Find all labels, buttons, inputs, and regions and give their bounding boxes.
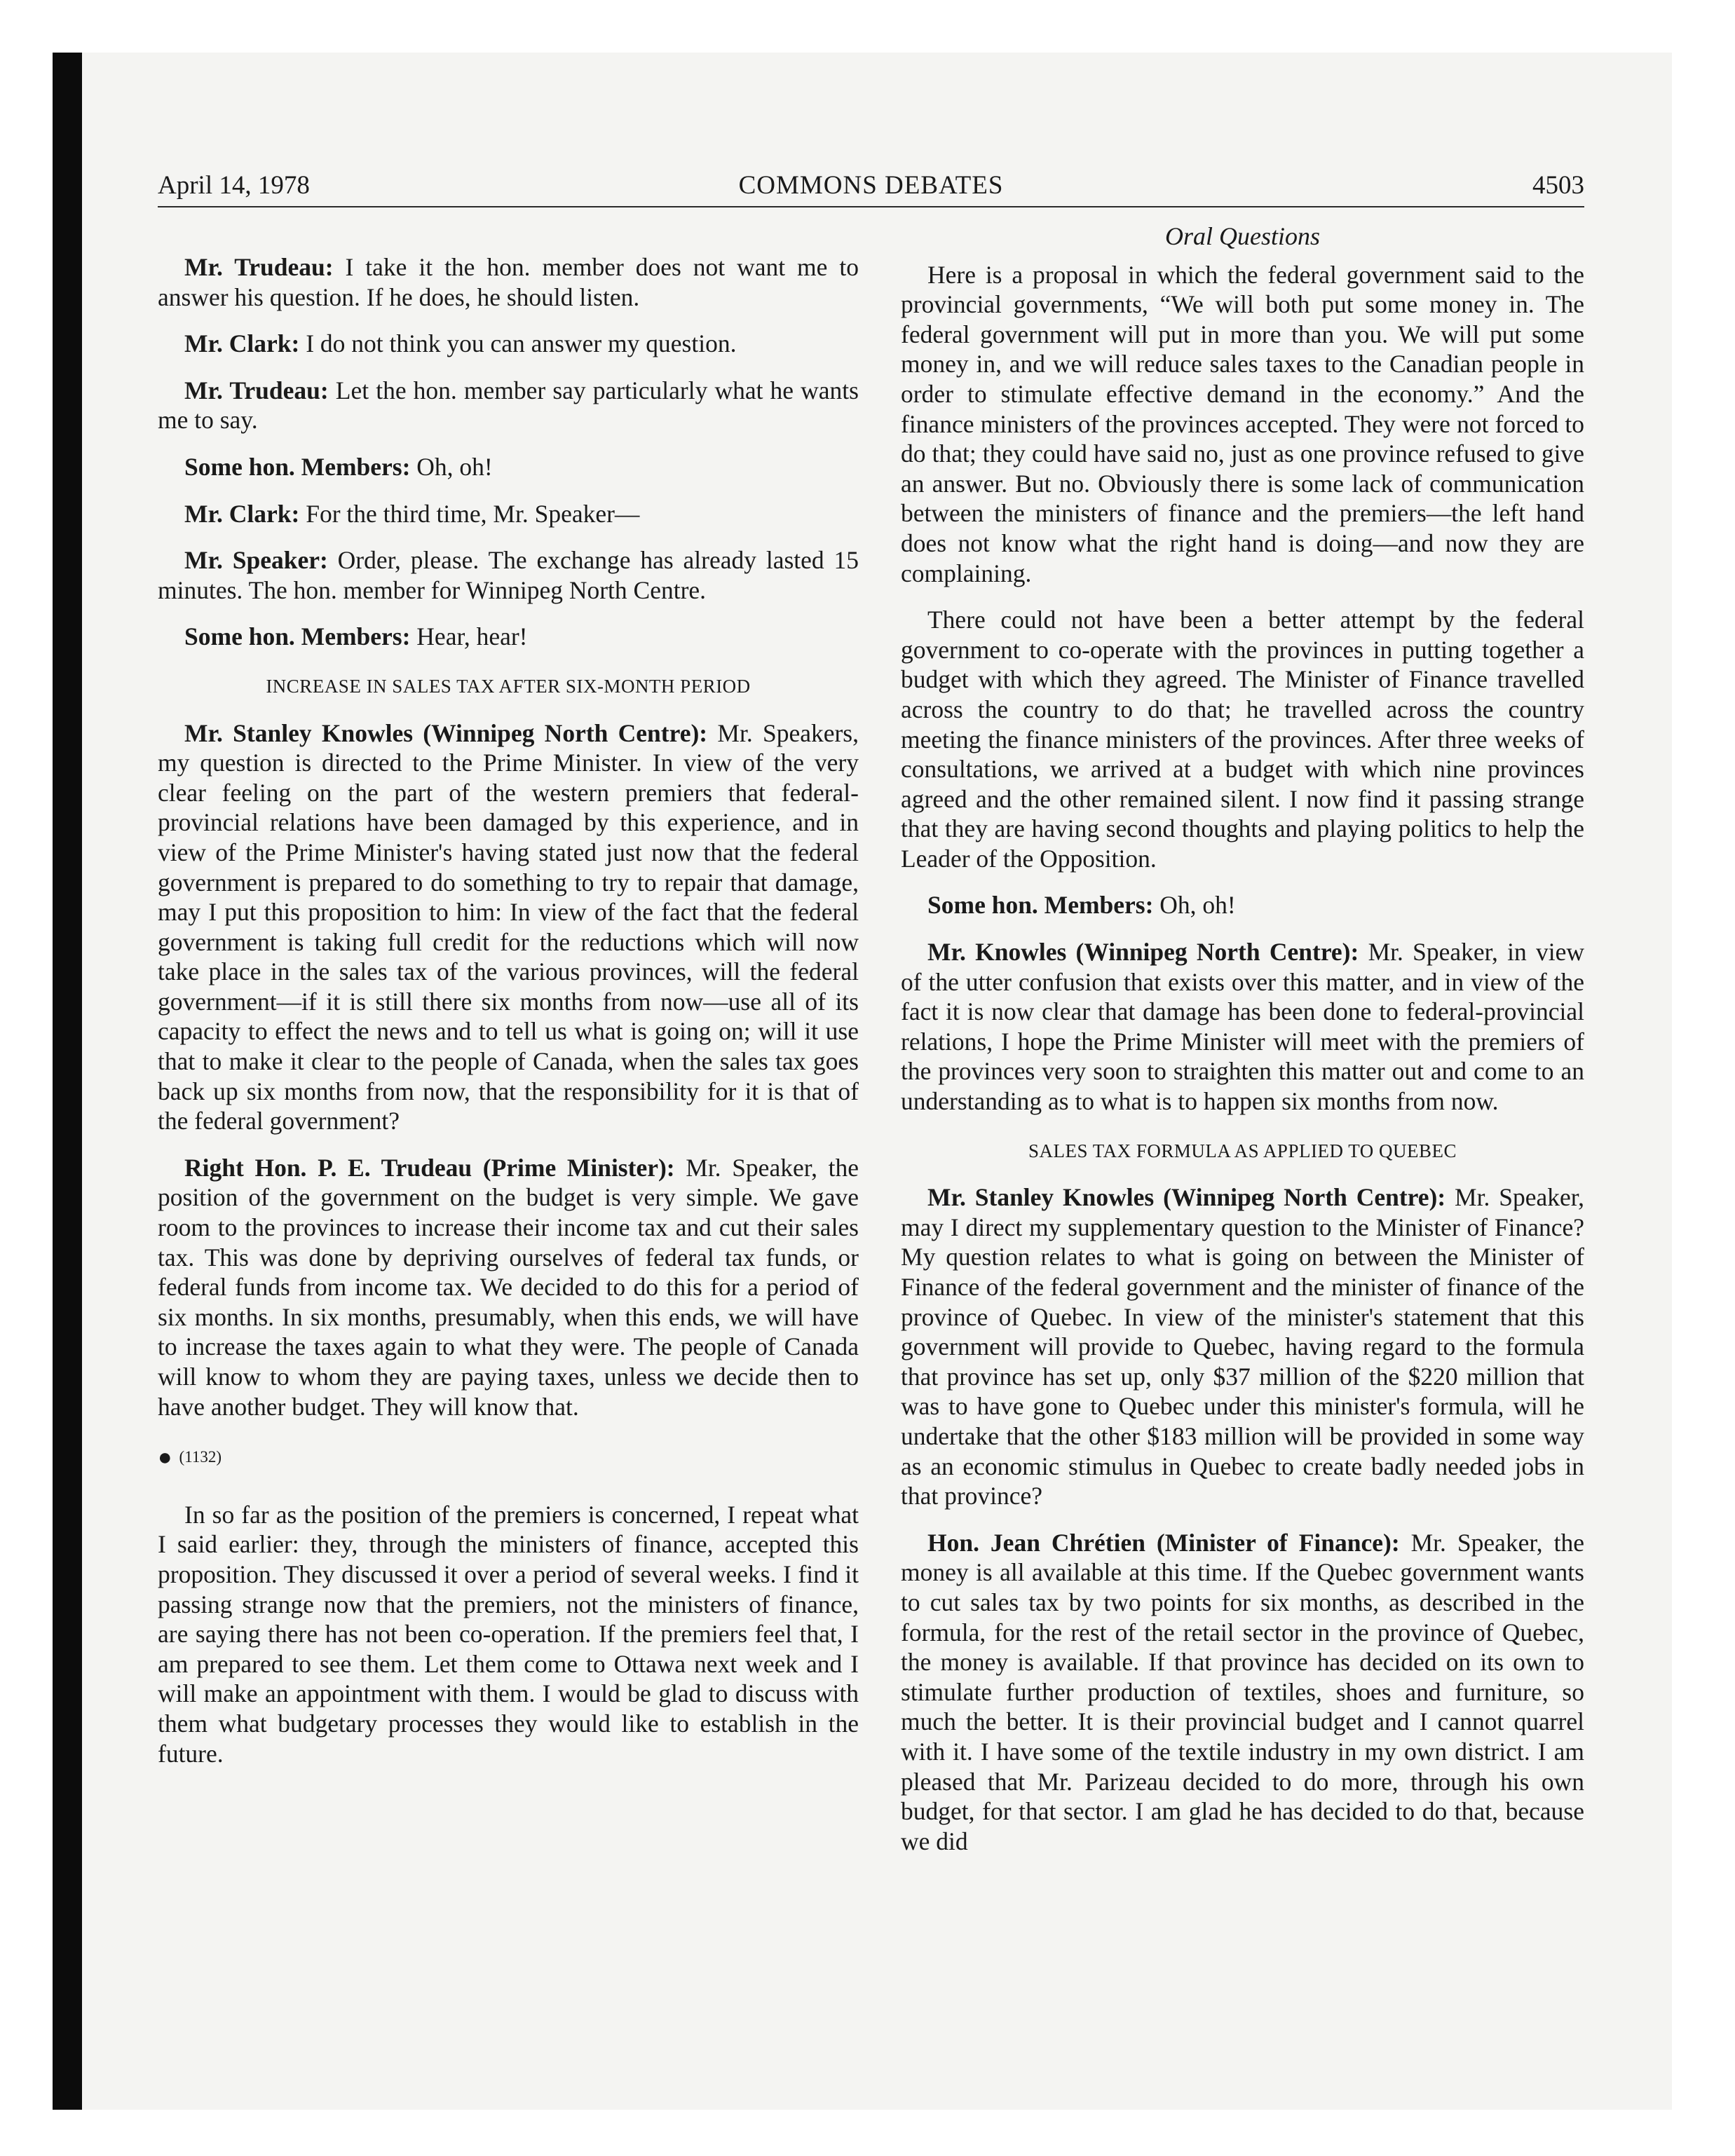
speech-paragraph [158, 329, 859, 359]
speech-text: There could not have been a better attempt by the federal government to co-operate with the provinces in putting together a budget with which they agreed. The Minister of Finance travelled across the country to do that; he travelled across the country meeting the finance ministers of the provinces. After three weeks of consultations, we arrived at a budget with which nine provinces agreed and the other remained silent. I now find it passing strange that they are having second thoughts and playing politics to help the Leader of the Opposition. [901, 606, 1584, 873]
page-header [158, 164, 1584, 207]
speaker-name: Some hon. Members: [184, 622, 411, 651]
speaker-name: Some hon. Members: [184, 452, 411, 481]
speech-paragraph [158, 1500, 859, 1768]
speech-text: Hear, hear! [410, 622, 528, 651]
speech-text: Mr. Speaker, the position of the government on the budget is very simple. We gave room to the provinces to increase their income tax and cut their sales tax. This was done by depriving ourselves of federal tax funds, or federal funds from income tax. We decided to do this for a period of six months. In six months, presumably, when this ends, we will have to increase the taxes again to what they were. The people of Canada will know to whom they are paying taxes, unless we decide then to have another budget. They will know that. [158, 1153, 859, 1421]
speech-text: Mr. Speaker, in view of the utter confusion that exists over this matter, and in view of the fact it is now clear that damage has been done to federal-provincial relations, I hope the Prime Minister will meet with the premiers of the provinces very soon to straighten this matter out and come to an understanding as to what is to happen six months from now. [901, 938, 1585, 1116]
speaker-name: Mr. Clark: [184, 499, 300, 528]
speech-paragraph [901, 605, 1584, 873]
time-marker [158, 1442, 859, 1473]
speech-text: Mr. Speaker, may I direct my supplementary question to the Minister of Finance? My question relates to what is going on between the Minister of Finance of the federal government and the minister of finance of the province of Quebec. In view of the minister's statement that this government will provide to Quebec, having regard to the formula that province has set up, only $37 million of the $220 million that was to have gone to Quebec under this minister's formula, will he undertake that the other $183 million will be provided in some way as an economic stimulus in Quebec to create badly needed jobs in that province? [901, 1183, 1585, 1510]
speaker-name: Mr. Stanley Knowles (Winnipeg North Centre): [927, 1183, 1446, 1212]
speech-text: In so far as the position of the premiers is concerned, I repeat what I said earlier: they, through the ministers of finance, accepted this proposition. They discussed it over a period of several weeks. I find it passing strange now that the premiers, not the ministers of finance, are saying there has not been co-operation. If the premiers feel that, I am prepared to see them. Let them come to Ottawa next week and I will make an appointment with them. I would be glad to discuss with them what budgetary processes they would like to establish in the future. [158, 1500, 859, 1768]
speech-text: Mr. Speaker, the money is all available at this time. If the Quebec government wants to cut sales tax by two points for six months, as described in the formula, for the rest of the retail sector in the province of Quebec, the money is available. If that province has decided on its own to stimulate further production of textiles, shoes and furniture, so much the better. It is their provincial budget and I cannot quarrel with it. I have some of the textile industry in my own district. I am pleased that Mr. Parizeau decided to do more, through his own budget, for that sector. I am glad he has decided to do that, because we did [901, 1528, 1584, 1855]
speaker-name: Mr. Knowles (Winnipeg North Centre): [927, 938, 1359, 967]
speech-paragraph [901, 260, 1584, 589]
speaker-name: Mr. Stanley Knowles (Winnipeg North Centre): [184, 718, 708, 747]
speech-paragraph [158, 622, 859, 652]
right-column [901, 222, 1585, 1873]
speaker-name: Hon. Jean Chrétien (Minister of Finance): [927, 1528, 1400, 1557]
header-date: April 14, 1978 [158, 171, 310, 200]
section-heading: SALES TAX FORMULA AS APPLIED TO QUEBEC [1028, 1140, 1457, 1161]
speech-paragraph [901, 890, 1584, 920]
speech-text: I do not think you can answer my question. [299, 329, 737, 358]
speaker-name: Mr. Speaker: [184, 546, 328, 575]
bullet-icon: ● [158, 1445, 172, 1471]
speech-paragraph [901, 1528, 1584, 1857]
speech-paragraph [158, 1153, 859, 1421]
speaker-name: Some hon. Members: [927, 891, 1154, 920]
left-column [158, 252, 859, 1785]
speaker-name: Mr. Trudeau: [184, 376, 329, 404]
speech-text: Order, please. The exchange has already lasted 15 minutes. The hon. member for Winnipeg North Centre. [158, 546, 859, 604]
header-title: COMMONS DEBATES [738, 171, 1004, 200]
speech-paragraph [901, 937, 1584, 1117]
speech-text: For the third time, Mr. Speaker— [299, 499, 640, 528]
speech-paragraph [158, 452, 859, 482]
speech-text: Here is a proposal in which the federal government said to the provincial governments, “We will both put some money in. The federal government will put in more than you. We will put some money in, and we will reduce sales taxes to the Canadian people in order to stimulate effective demand in the economy.” And the finance ministers of the provinces accepted. They were not forced to do that; they could have said no, just as one province refused to give an answer. But no. Obviously there is some lack of communication between the ministers of finance and the premiers—the left hand does not know what the right hand is doing—and now they are complaining. [901, 260, 1584, 587]
speaker-name: Mr. Clark: [184, 329, 300, 358]
speaker-name: Right Hon. P. E. Trudeau (Prime Minister): [184, 1153, 675, 1182]
page-number: 4503 [1532, 171, 1584, 200]
binding-edge [53, 53, 82, 2110]
speech-paragraph [158, 499, 859, 529]
speech-text: I take it the hon. member does not want me to answer his question. If he does, he should listen. [158, 253, 859, 311]
speech-paragraph [901, 1182, 1584, 1511]
speech-text: Let the hon. member say particularly what he wants me to say. [158, 376, 859, 435]
section-title: Oral Questions [1164, 222, 1320, 250]
section-heading: INCREASE IN SALES TAX AFTER SIX-MONTH PERIOD [266, 675, 751, 697]
speech-text: Oh, oh! [410, 452, 493, 481]
speech-paragraph [158, 376, 859, 435]
speaker-name: Mr. Trudeau: [184, 253, 334, 281]
speech-paragraph [158, 545, 859, 605]
speech-text: Mr. Speakers, my question is directed to the Prime Minister. In view of the very clear feeling on the part of the western premiers that federal-provincial relations have been damaged by this experience, and in view of the Prime Minister's having stated just now that the federal government is prepared to do something to try to repair that damage, may I put this proposition to him: In view of the fact that the federal government is taking full credit for the reductions which will now take place in the sales tax of the various provinces, will the federal government—if it is still there six months from now—use all of its capacity to effect the news and to tell us what is going on; will it use that to make it clear to the people of Canada, when the sales tax goes back up six months from now, that the responsibility for it is that of the federal government? [158, 718, 859, 1135]
speech-paragraph [158, 252, 859, 312]
time-marker-text: (1132) [179, 1448, 222, 1466]
speech-paragraph [158, 718, 859, 1136]
speech-text: Oh, oh! [1153, 891, 1236, 920]
